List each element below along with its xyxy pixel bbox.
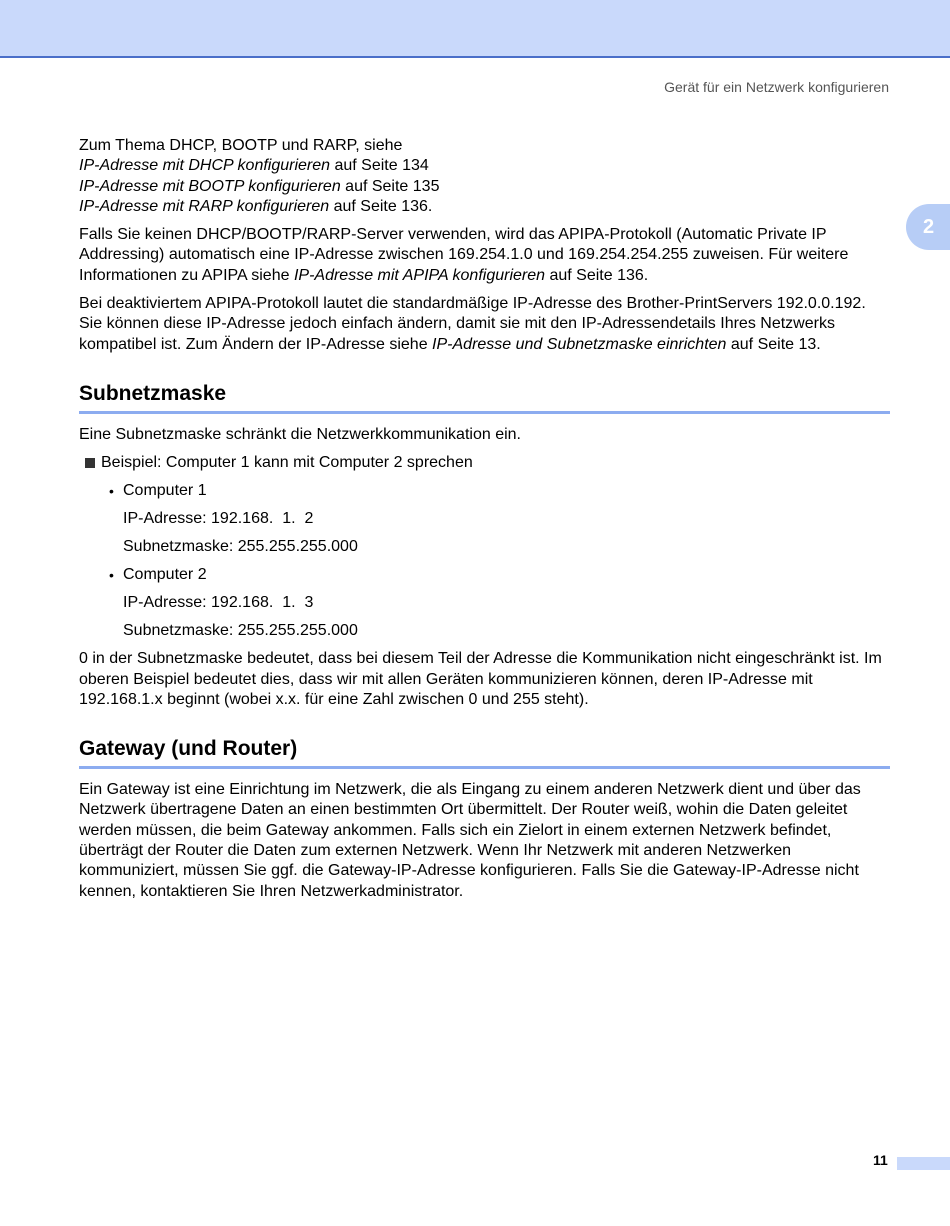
reference-item: IP-Adresse mit RARP konfigurieren auf Seite 136. xyxy=(79,197,433,215)
computer-item: • Computer 2 xyxy=(109,566,207,584)
apipa-paragraph: Falls Sie keinen DHCP/BOOTP/RARP-Server verwenden, wird das APIPA-Protokoll (Automatic Private IP Addressing) automatisch eine IP-Adresse zwischen 169.254.1.0 und 169.254.254.255 zuweisen. Für weitere Informationen zu APIPA siehe IP-Adresse mit APIPA konfigurieren auf Seite 136. xyxy=(79,226,849,284)
computer-item: • Computer 1 xyxy=(109,482,207,500)
footer-band xyxy=(897,1157,950,1170)
computer-mask: Subnetzmaske: 255.255.255.000 xyxy=(123,622,358,640)
reference-link-bootp[interactable]: IP-Adresse mit BOOTP konfigurieren xyxy=(79,177,341,195)
chapter-tab xyxy=(906,204,950,250)
header-band xyxy=(0,0,950,58)
running-header: Gerät für ein Netzwerk konfigurieren xyxy=(664,79,889,95)
example-item: Beispiel: Computer 1 kann mit Computer 2 sprechen xyxy=(79,453,890,481)
bullet-dot-icon: • xyxy=(109,567,114,584)
reference-link-rarp[interactable]: IP-Adresse mit RARP konfigurieren xyxy=(79,197,330,215)
computer-mask: Subnetzmaske: 255.255.255.000 xyxy=(123,538,358,556)
computer-ip: IP-Adresse: 192.168. 1. 3 xyxy=(123,594,314,612)
page-number: 11 xyxy=(873,1152,888,1168)
reference-lead: Zum Thema DHCP, BOOTP und RARP, siehe xyxy=(79,137,403,154)
page-content xyxy=(79,136,890,910)
reference-list xyxy=(79,136,890,217)
reference-item: IP-Adresse mit DHCP konfigurieren auf Seite 134 xyxy=(79,157,429,175)
subnet-intro: Eine Subnetzmaske schränkt die Netzwerkkommunikation ein. xyxy=(79,425,521,443)
computer-ip: IP-Adresse: 192.168. 1. 2 xyxy=(123,510,314,528)
gateway-paragraph: Ein Gateway ist eine Einrichtung im Netzwerk, die als Eingang zu einem anderen Netzwerk dient und über das Netzwerk übertragene Daten an einen bestimmten Ort übermittelt. Der Router weiß, wohin die Daten geleitet werden müssen, die beim Gateway ankommen. Falls sich ein Zielort in einem externen Netzwerk befindet, überträgt der Router die Daten zum externen Netzwerk. Wenn Ihr Netzwerk mit anderen Netzwerken kommuniziert, müssen Sie ggf. die Gateway-IP-Adresse konfigurieren. Falls Sie die Gateway-IP-Adresse nicht kennen, kontaktieren Sie Ihren Netzwerkadministrator. xyxy=(79,781,861,900)
subnet-heading: Subnetzmaske xyxy=(79,381,890,414)
default-ip-paragraph: Bei deaktiviertem APIPA-Protokoll lautet die standardmäßige IP-Adresse des Brother-PrintServers 192.0.0.192. Sie können diese IP-Adresse jedoch einfach ändern, damit sie mit den IP-Adressendetails Ihres Netzwerks kompatibel ist. Zum Ändern der IP-Adresse siehe IP-Adresse und Subnetzmaske einrichten auf Seite 13. xyxy=(79,295,866,353)
subnet-explanation: 0 in der Subnetzmaske bedeutet, dass bei diesem Teil der Adresse die Kommunikation nicht eingeschränkt ist. Im oberen Beispiel bedeutet dies, dass wir mit allen Geräten kommunizieren können, deren IP-Adresse mit 192.168.1.x beginnt (wobei x.x. für eine Zahl zwischen 0 und 255 steht). xyxy=(79,650,882,708)
chapter-number: 2 xyxy=(923,215,935,238)
reference-link-dhcp[interactable]: IP-Adresse mit DHCP konfigurieren xyxy=(79,157,331,175)
bullet-dot-icon: • xyxy=(109,483,114,500)
reference-link-apipa[interactable]: IP-Adresse mit APIPA konfigurieren xyxy=(293,266,546,284)
square-bullet-icon xyxy=(85,458,95,468)
gateway-heading: Gateway (und Router) xyxy=(79,736,890,769)
reference-item: IP-Adresse mit BOOTP konfigurieren auf Seite 135 xyxy=(79,177,440,195)
reference-link-ip-setup[interactable]: IP-Adresse und Subnetzmaske einrichten xyxy=(432,335,727,353)
